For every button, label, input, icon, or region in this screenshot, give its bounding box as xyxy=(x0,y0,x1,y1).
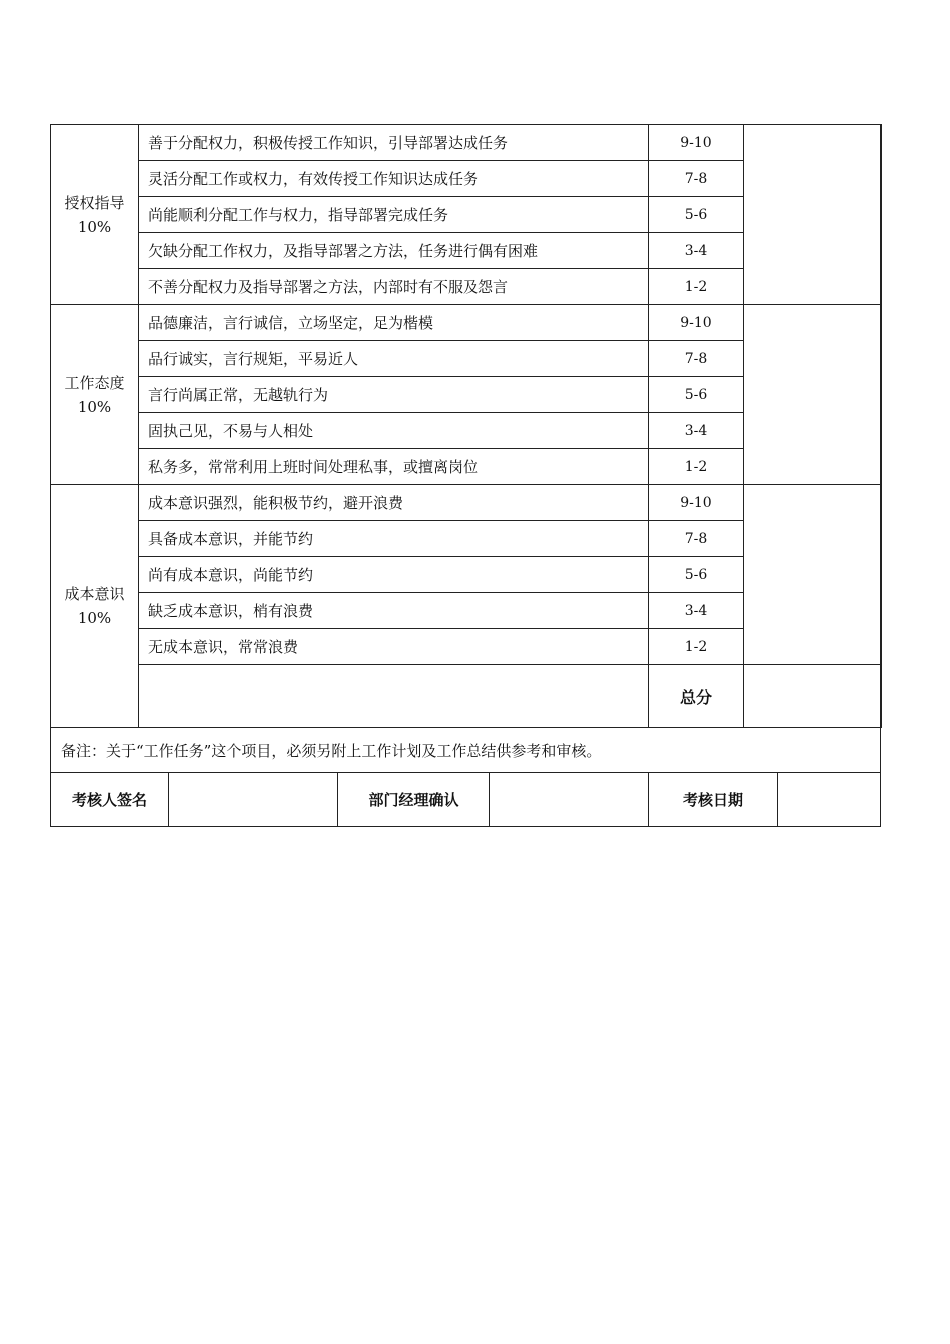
self-score-cell[interactable] xyxy=(744,125,881,305)
manager-confirm-field[interactable] xyxy=(490,773,649,827)
criterion-text: 缺乏成本意识，梢有浪费 xyxy=(139,593,649,629)
category-weight: 10% xyxy=(77,217,112,236)
reviewer-signature-label: 考核人签名 xyxy=(51,773,169,827)
total-score-label: 总分 xyxy=(649,665,744,728)
criterion-text: 品行诚实，言行规矩，平易近人 xyxy=(139,341,649,377)
score-range: 1-2 xyxy=(649,449,744,485)
criterion-text: 私务多，常常利用上班时间处理私事，或擅离岗位 xyxy=(139,449,649,485)
table-row xyxy=(51,125,882,161)
criterion-text: 不善分配权力及指导部署之方法，内部时有不服及怨言 xyxy=(139,269,649,305)
review-score-cell[interactable] xyxy=(881,485,882,665)
category-cell xyxy=(51,485,139,728)
criterion-text: 成本意识强烈，能积极节约，避开浪费 xyxy=(139,485,649,521)
criterion-text: 具备成本意识，并能节约 xyxy=(139,521,649,557)
criterion-text: 言行尚属正常，无越轨行为 xyxy=(139,377,649,413)
self-score-cell[interactable] xyxy=(744,305,881,485)
score-range: 7-8 xyxy=(649,341,744,377)
table-row xyxy=(51,305,882,341)
score-range: 3-4 xyxy=(649,413,744,449)
category-name: 成本意识 xyxy=(64,585,125,603)
score-range: 9-10 xyxy=(649,305,744,341)
category-cell xyxy=(51,125,139,305)
remark-text: 备注：关于“工作任务”这个项目，必须另附上工作计划及工作总结供参考和审核。 xyxy=(51,728,881,773)
category-cell xyxy=(51,305,139,485)
category-weight: 10% xyxy=(77,397,112,416)
review-date-label: 考核日期 xyxy=(649,773,778,827)
signature-row xyxy=(51,773,882,827)
criterion-text: 欠缺分配工作权力，及指导部署之方法，任务进行偶有困难 xyxy=(139,233,649,269)
criterion-text: 固执己见，不易与人相处 xyxy=(139,413,649,449)
category-weight: 10% xyxy=(77,609,112,627)
criterion-text: 品德廉洁，言行诚信，立场坚定，足为楷模 xyxy=(139,305,649,341)
manager-confirm-label: 部门经理确认 xyxy=(338,773,490,827)
review-score-cell[interactable] xyxy=(881,125,882,305)
criterion-text: 无成本意识，常常浪费 xyxy=(139,629,649,665)
score-range: 9-10 xyxy=(649,485,744,521)
review-score-cell[interactable] xyxy=(881,305,882,485)
score-range: 1-2 xyxy=(649,629,744,665)
review-date-field[interactable] xyxy=(778,773,881,827)
score-range: 5-6 xyxy=(649,557,744,593)
evaluation-table xyxy=(50,124,882,827)
score-range: 5-6 xyxy=(649,197,744,233)
score-range: 5-6 xyxy=(649,377,744,413)
total-review-score-cell[interactable] xyxy=(881,665,882,728)
category-name: 工作态度 xyxy=(64,373,125,392)
total-row xyxy=(51,665,882,728)
criterion-text: 灵活分配工作或权力，有效传授工作知识达成任务 xyxy=(139,161,649,197)
score-range: 7-8 xyxy=(649,161,744,197)
table-row xyxy=(51,485,882,521)
criterion-text: 尚能顺利分配工作与权力，指导部署完成任务 xyxy=(139,197,649,233)
criterion-text: 善于分配权力，积极传授工作知识，引导部署达成任务 xyxy=(139,125,649,161)
total-self-score-cell[interactable] xyxy=(744,665,881,728)
score-range: 9-10 xyxy=(649,125,744,161)
self-score-cell[interactable] xyxy=(744,485,881,665)
category-name: 授权指导 xyxy=(64,193,125,212)
score-range: 3-4 xyxy=(649,593,744,629)
score-range: 7-8 xyxy=(649,521,744,557)
note-row xyxy=(51,728,882,773)
score-range: 1-2 xyxy=(649,269,744,305)
reviewer-signature-field[interactable] xyxy=(169,773,338,827)
score-range: 3-4 xyxy=(649,233,744,269)
criterion-text: 尚有成本意识，尚能节约 xyxy=(139,557,649,593)
total-blank-cell xyxy=(139,665,649,728)
